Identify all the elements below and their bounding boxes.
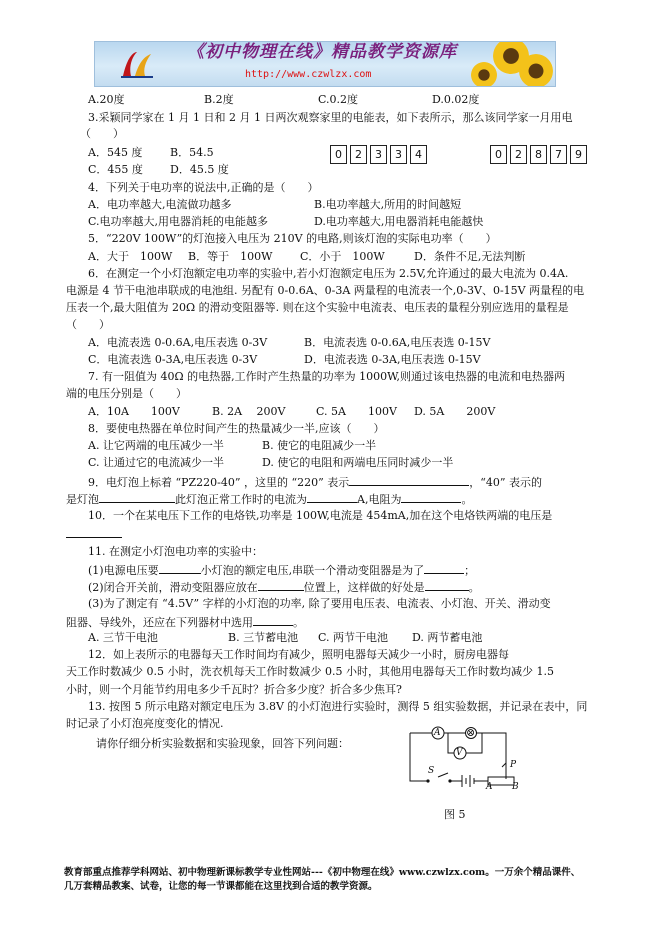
q4-option-a: A．电功率越大,电流做功越多 [88, 198, 232, 211]
q9-text-d: 此灯泡正常工作时的电流为 [175, 493, 307, 506]
q11-text-3a: 阻器、导线外，还应在下列器材中选用 [66, 616, 253, 629]
header-banner [94, 41, 556, 87]
q9-text-f: 。 [461, 493, 473, 506]
q11-line-3: (3)为了测定有 “4.5V” 字样的小灯泡的功率, 除了要用电压表、电流表、小灯泡、开关、滑动变 [88, 597, 551, 610]
q11-text-3b: 。 [293, 616, 304, 629]
q4-option-c: C.电功率越大,用电器消耗的电能越多 [88, 215, 269, 228]
banner-url[interactable]: http://www.czwlzx.com [245, 69, 372, 80]
q11-blank-5[interactable] [253, 614, 293, 626]
meter1-digit: 0 [330, 145, 347, 164]
fig-label-slider: P [510, 760, 517, 770]
q9-blank-2[interactable] [99, 491, 175, 503]
q9-text-c: 是灯泡 [66, 493, 99, 506]
q2-option-a: A.20度 [88, 93, 125, 106]
q3-option-a: A．545 度 [88, 146, 143, 159]
q13-line-2: 时记录了小灯泡亮度变化的情况. [66, 717, 224, 730]
q8-stem: 8．要使电热器在单位时间产生的热量减少一半,应该（ ） [88, 422, 385, 435]
sunflower-icon [471, 62, 497, 87]
q12-line-3: 小时，则一个月能节约用电多少千瓦时？折合多少度？折合多少焦耳? [66, 683, 402, 696]
q7-option-d: D. 5A 200V [414, 405, 496, 418]
q11-text-2a: (2)闭合开关前，滑动变阻器应放在 [88, 581, 258, 594]
meter2-digit: 2 [510, 145, 527, 164]
q11-blank-3[interactable] [258, 579, 304, 591]
q11-text-1a: (1)电源电压要 [88, 564, 159, 577]
fig-label-lamp: ⊗ [466, 726, 476, 739]
q11-option-b: B. 三节蓄电池 [228, 631, 299, 644]
q8-option-b: B. 使它的电阻减少一半 [262, 439, 377, 452]
q6-line-1: 6．在测定一个小灯泡额定电功率的实验中,若小灯泡额定电压为 2.5V,允许通过的最大电流为 0.4A. [88, 267, 569, 280]
q3-option-b: B．54.5 [170, 146, 214, 159]
q11-option-a: A. 三节干电池 [88, 631, 158, 644]
footer-line-1: 教育部重点推荐学科网站、初中物理新课标教学专业性网站---《初中物理在线》www.czwlzx.com。一万余个精品课件、 [64, 867, 581, 878]
meter2-digit: 0 [490, 145, 507, 164]
q9-blank-3[interactable] [307, 491, 357, 503]
q10-line-1: 10．一个在某电压下工作的电烙铁,功率是 100W,电流是 454mA,加在这个电烙铁两端的电压是 [88, 509, 553, 522]
q9-line-2 [66, 491, 472, 506]
q3-option-d: D．45.5 度 [170, 163, 229, 176]
sunflower-icon [519, 54, 553, 87]
q5-option-c: C．小于 100W [300, 250, 385, 263]
fig-label-switch: S [428, 766, 435, 776]
q7-option-c: C. 5A 100V [316, 405, 397, 418]
logo-icon [117, 48, 157, 80]
q6-line-2: 电源是 4 节干电池串联成的电池组. 另配有 0-0.6A、0-3A 两量程的电流表一个,0-3V、0-15V 两量程的电 [66, 284, 585, 297]
meter2-digit: 8 [530, 145, 547, 164]
q7-option-a: A．10A 100V [88, 405, 180, 418]
q9-text-b: ，“40” 表示的 [469, 476, 542, 489]
figure-caption: 图 5 [444, 808, 466, 821]
q6-option-a: A．电流表选 0-0.6A,电压表选 0-3V [88, 336, 268, 349]
q5-stem: 5．“220V 100W”的灯泡接入电压为 210V 的电路,则该灯泡的实际电功率（ ） [88, 232, 497, 245]
q4-option-b: B.电功率越大,所用的时间越短 [314, 198, 462, 211]
q11-blank-4[interactable] [425, 579, 469, 591]
q8-option-d: D. 使它的电阻和两端电压同时减少一半 [262, 456, 454, 469]
q2-option-d: D.0.02度 [432, 93, 480, 106]
q11-text-1b: 小灯泡的额定电压,串联一个滑动变阻器是为了 [200, 564, 425, 577]
q9-blank-4[interactable] [401, 491, 461, 503]
q11-line-4 [66, 614, 304, 629]
q9-text-e: A,电阻为 [357, 493, 402, 506]
q6-line-3: 压表一个,最大阻值为 20Ω 的滑动变阻器等. 则在这个实验中电流表、电压表的量程分别应选用的量程是 [66, 301, 569, 314]
q6-option-d: D．电流表选 0-3A,电压表选 0-15V [304, 353, 481, 366]
q10-blank[interactable] [66, 537, 122, 538]
meter2-digit: 7 [550, 145, 567, 164]
q2-option-c: C.0.2度 [318, 93, 359, 106]
q12-line-2: 天工作时数减少 0.5 小时，洗衣机每天工作时数减少 0.5 小时，其他用电器每天工作时数均减少 1.5 [66, 665, 554, 678]
q13-line-1: 13. 按图 5 所示电路对额定电压为 3.8V 的小灯泡进行实验时，测得 5 组实验数据，并记录在表中，同 [88, 700, 588, 713]
q4-option-d: D.电功率越大,用电器消耗电能越快 [314, 215, 484, 228]
q5-option-a: A．大于 100W [88, 250, 173, 263]
q12-line-1: 12．如上表所示的电器每天工作时间均有减少，照明电器每天减少一小时，厨房电器每 [88, 648, 509, 661]
q8-option-c: C. 让通过它的电流减少一半 [88, 456, 225, 469]
q2-option-b: B.2度 [204, 93, 234, 106]
fig-label-end-b: B [512, 782, 519, 792]
q3-bracket: （ ） [80, 127, 124, 140]
meter1-digit: 4 [410, 145, 427, 164]
meter1-digit: 3 [370, 145, 387, 164]
q7-line-1: 7. 有一阻值为 40Ω 的电热器,工作时产生热量的功率为 1000W,则通过该电热器的电流和电热器两 [88, 370, 565, 383]
footer-line-2: 几万套精品教案、试卷，让您的每一节课都能在这里找到合适的教学资源。 [64, 881, 378, 892]
meter2-digit: 9 [570, 145, 587, 164]
q11-text-2b: 位置上，这样做的好处是 [303, 581, 425, 594]
q6-option-c: C．电流表选 0-3A,电压表选 0-3V [88, 353, 258, 366]
q5-option-b: B．等于 100W [188, 250, 273, 263]
q7-line-2: 端的电压分别是（ ） [66, 387, 187, 400]
q13-line-3: 请你仔细分析实验数据和实验现象，回答下列问题： [96, 737, 349, 750]
q11-line-2 [88, 579, 480, 594]
q9-blank-1[interactable] [349, 474, 469, 486]
q6-option-b: B．电流表选 0-0.6A,电压表选 0-15V [304, 336, 491, 349]
q3-stem: 3.采颖同学家在 1 月 1 日和 2 月 1 日两次观察家里的电能表，如下表所示，那么该同学家一月用电 [88, 111, 573, 124]
q11-blank-1[interactable] [159, 562, 201, 574]
meter1-digit: 2 [350, 145, 367, 164]
fig-label-end-a: A [486, 782, 493, 792]
q3-option-c: C．455 度 [88, 163, 143, 176]
q11-text-2c: 。 [468, 581, 480, 594]
q9-line-1 [88, 474, 542, 489]
fig-label-voltmeter: V [456, 748, 463, 758]
meter1-digit: 3 [390, 145, 407, 164]
q11-line-1 [88, 562, 475, 577]
q11-option-d: D. 两节蓄电池 [412, 631, 483, 644]
q11-option-c: C. 两节干电池 [318, 631, 389, 644]
q11-blank-2[interactable] [424, 562, 464, 574]
q5-option-d: D．条件不足,无法判断 [414, 250, 526, 263]
q8-option-a: A. 让它两端的电压减少一半 [88, 439, 224, 452]
q6-bracket: （ ） [66, 318, 110, 331]
q4-stem: 4．下列关于电功率的说法中,正确的是（ ） [88, 181, 319, 194]
q11-stem: 11. 在测定小灯泡电功率的实验中： [88, 545, 263, 558]
banner-title: 《初中物理在线》精品教学资源库 [187, 42, 457, 62]
q9-text-a: 9．电灯泡上标着 “PZ220-40” ，这里的 “220” 表示 [88, 476, 350, 489]
fig-label-ammeter: A [434, 728, 441, 738]
q11-text-1c: ； [464, 564, 476, 577]
q7-option-b: B. 2A 200V [212, 405, 286, 418]
